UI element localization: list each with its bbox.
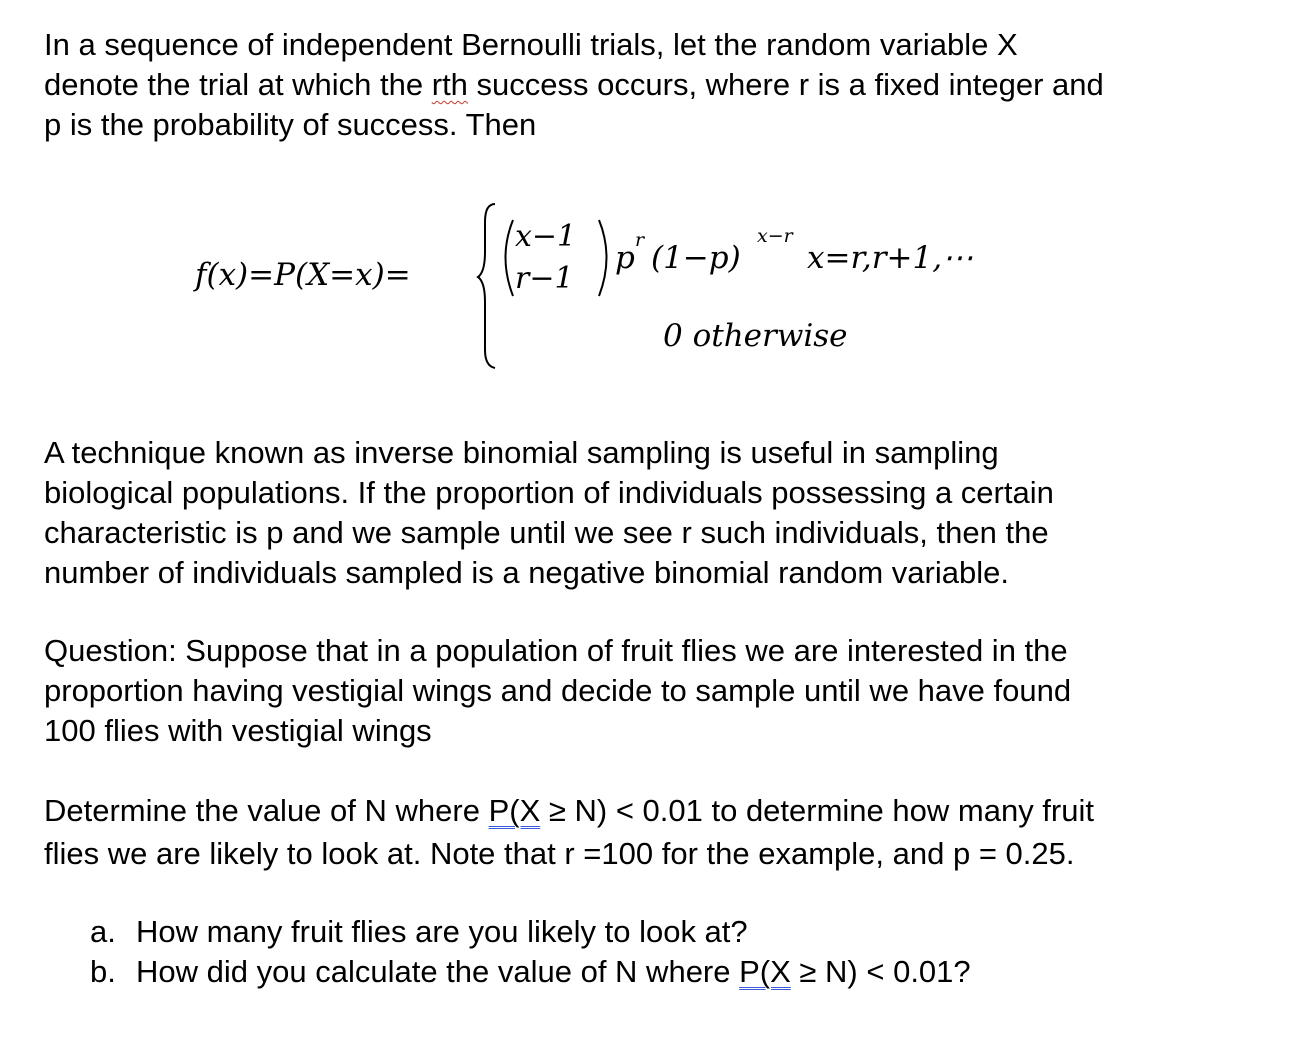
determine-line-1-post: ≥ N) < 0.01 to determine how many fruit — [540, 793, 1094, 828]
binom-left-paren — [506, 220, 514, 296]
question-line: Question: Suppose that in a population of fruit flies we are interested in the — [44, 633, 1068, 668]
list-item — [90, 952, 971, 992]
binom-top: x−1 — [515, 219, 577, 254]
technique-line: biological populations. If the proportion of individuals possessing a certain — [44, 475, 1054, 510]
determine-line-1-pre: Determine the value of N where — [44, 793, 489, 828]
intro-line-2-post: success occurs, where r is a fixed integer and — [467, 67, 1104, 102]
intro-line-3: p is the probability of success. Then — [44, 107, 537, 142]
question-line: 100 flies with vestigial wings — [44, 713, 432, 748]
binom-right-paren — [599, 220, 607, 296]
determine-paragraph — [44, 789, 1094, 875]
list-marker: b. — [90, 954, 116, 989]
list-item — [90, 912, 971, 952]
binom-bottom: r−1 — [515, 261, 574, 296]
question-paragraph — [44, 631, 1071, 751]
list-marker: a. — [90, 914, 116, 949]
technique-line: characteristic is p and we sample until we see r such individuals, then the — [44, 515, 1049, 550]
formula-support: x=r,r+1,⋯ — [807, 240, 974, 276]
question-line: proportion having vestigial wings and decide to sample until we have found — [44, 673, 1072, 708]
grammar-flag-pX[interactable]: P(X — [488, 793, 541, 828]
formula-p-exponent: r — [635, 229, 645, 251]
subquestion-list — [90, 912, 971, 992]
formula-factor: (1−p) — [651, 240, 741, 276]
list-item-text-pre: How did you calculate the value of N where — [136, 954, 740, 989]
piecewise-brace — [478, 204, 495, 368]
spellcheck-flag-rth[interactable]: rth — [431, 67, 468, 102]
formula-otherwise: 0 otherwise — [663, 318, 848, 354]
formula-p-base: p — [615, 240, 635, 276]
list-item-text-post: ≥ N) < 0.01? — [790, 954, 971, 989]
list-item-text: How many fruit flies are you likely to look at? — [136, 914, 748, 949]
pmf-formula — [195, 200, 1075, 375]
intro-line-2-pre: denote the trial at which the — [44, 67, 432, 102]
formula-lhs: f(x)=P(X=x)= — [195, 257, 411, 293]
technique-line: number of individuals sampled is a negative binomial random variable. — [44, 555, 1009, 590]
formula-factor-exponent: x−r — [757, 225, 793, 247]
grammar-flag-pX[interactable]: P(X — [739, 954, 791, 989]
technique-paragraph — [44, 433, 1054, 593]
determine-line-2: flies we are likely to look at. Note that r =100 for the example, and p = 0.25. — [44, 836, 1075, 871]
technique-line: A technique known as inverse binomial sampling is useful in sampling — [44, 435, 999, 470]
intro-paragraph — [44, 25, 1104, 145]
determine-line-1 — [44, 789, 1094, 832]
intro-line-2 — [44, 65, 1104, 105]
intro-line-1: In a sequence of independent Bernoulli trials, let the random variable X — [44, 27, 1018, 62]
